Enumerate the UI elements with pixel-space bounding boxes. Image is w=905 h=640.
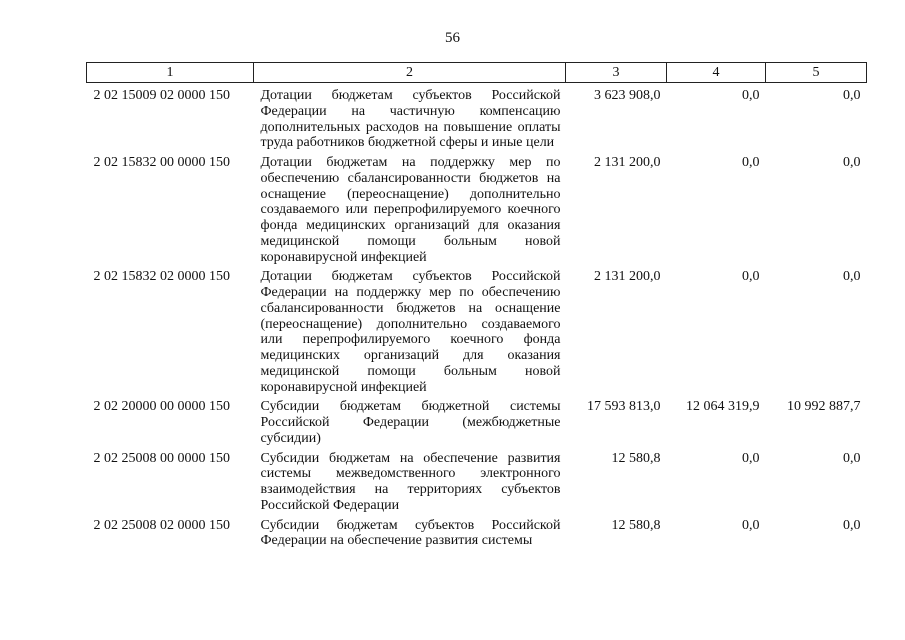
budget-code: 2 02 25008 02 0000 150 [93,517,230,533]
table-row [87,155,867,269]
table-row [87,451,867,518]
amount-col-4: 0,0 [742,269,760,285]
amount-col-3: 17 593 813,0 [587,399,661,415]
row-description: Субсидии бюджетам субъектов Российской Федерации на обеспечение развития системы [260,517,561,549]
amount-col-4: 0,0 [742,450,760,466]
amount-col-4: 0,0 [742,517,760,533]
table-row [87,269,867,399]
page-number: 56 [445,30,460,46]
header-col-3: 3 [566,63,667,83]
amount-col-3: 12 580,8 [611,517,661,533]
amount-col-5: 0,0 [843,88,861,103]
table-row [87,83,867,156]
amount-col-5: 0,0 [843,155,861,170]
budget-code: 2 02 15832 00 0000 150 [93,155,230,170]
amount-col-3: 12 580,8 [611,450,661,466]
row-description: Дотации бюджетам на поддержку мер по обеспечению сбалансированности бюджетов на оснащение (переоснащение) дополнительно создаваемого или перепрофилируемого коечного фонда медицинских организаций для оказания медицинской помощи больным новой коронавирусной инфекцией [260,155,561,265]
header-col-5: 5 [766,63,867,83]
amount-col-5: 0,0 [843,517,861,533]
budget-code: 2 02 15009 02 0000 150 [93,88,230,103]
budget-code: 2 02 20000 00 0000 150 [93,399,230,415]
amount-col-4: 0,0 [742,155,760,170]
row-description: Дотации бюджетам субъектов Российской Федерации на поддержку мер по обеспечению сбалансированности бюджетов на оснащение (переоснащение) дополнительно создаваемого или перепрофилируемого коечного фонда медицинских организаций для оказания медицинской помощи больным новой коронавирусной инфекцией [260,269,561,395]
amount-col-5: 0,0 [843,269,861,285]
budget-code: 2 02 15832 02 0000 150 [93,269,230,285]
amount-col-3: 2 131 200,0 [594,269,661,285]
amount-col-4: 0,0 [742,88,760,103]
amount-col-3: 2 131 200,0 [594,155,661,170]
header-col-4: 4 [667,63,766,83]
amount-col-5: 0,0 [843,450,861,466]
header-row [87,63,867,83]
header-col-1: 1 [87,63,254,83]
row-description: Дотации бюджетам субъектов Российской Федерации на частичную компенсацию дополнительных расходов на повышение оплаты труда работников бюджетной сферы и иные цели [260,88,561,151]
header-col-2: 2 [254,63,566,83]
table-row [87,399,867,450]
amount-col-5: 10 992 887,7 [787,399,861,415]
budget-table [86,62,867,553]
budget-code: 2 02 25008 00 0000 150 [93,450,230,466]
table-body [87,83,867,554]
table-row [87,518,867,554]
row-description: Субсидии бюджетам бюджетной системы Российской Федерации (межбюджетные субсидии) [260,399,561,446]
row-description: Субсидии бюджетам на обеспечение развития системы межведомственного электронного взаимодействия на территориях субъектов Российской Федерации [260,450,561,513]
table-header [87,63,867,83]
amount-col-3: 3 623 908,0 [594,88,661,103]
amount-col-4: 12 064 319,9 [686,399,760,415]
